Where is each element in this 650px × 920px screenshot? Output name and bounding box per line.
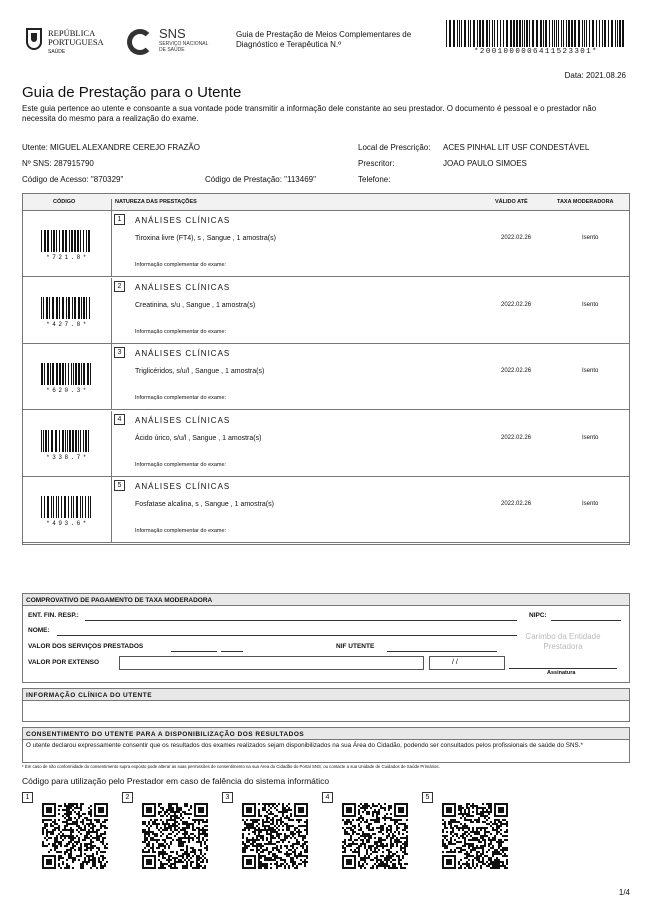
option-code: Código de Prestação: "113469" [205, 175, 316, 184]
table-row [23, 477, 629, 543]
page-title: Guia de Prestação para o Utente [22, 84, 242, 101]
moderator-fee: Isento [582, 301, 599, 308]
exam-complementary-info: Informação complementar do exame: [135, 528, 227, 534]
code-cell [23, 278, 112, 343]
code-cell [23, 411, 112, 476]
fallback-qr-code [342, 803, 408, 869]
row-number: 1 [114, 214, 125, 225]
exam-description: Tiroxina livre (FT4), s , Sangue , 1 amostra(s) [135, 235, 276, 242]
payment-section-header: COMPROVATIVO DE PAGAMENTO DE TAXA MODERADORA [22, 593, 630, 606]
table-row [23, 278, 629, 344]
valid-until: 2022.02.26 [501, 368, 532, 374]
exam-category: ANÁLISES CLÍNICAS [135, 349, 231, 358]
fallback-qr-code [242, 803, 308, 869]
moderator-fee: Isento [582, 235, 599, 241]
coat-of-arms-icon [26, 28, 42, 50]
value-in-words-label: VALOR POR EXTENSO [28, 659, 100, 666]
exam-barcode [41, 430, 91, 452]
qr-section-title: Código para utilização pelo Prestador em caso de falência do sistema informático [22, 776, 330, 786]
fallback-qr-code [142, 803, 208, 869]
code-cell [23, 211, 112, 276]
stamp-placeholder: Carimbo da Entidade Prestadora [525, 632, 601, 651]
patient-name: Utente: MIGUEL ALEXANDRE CEREJO FRAZÃO [22, 143, 200, 152]
prescription-place-value: ACES PINHAL LIT USF CONDESTÁVEL [443, 143, 590, 152]
header-code: CÓDIGO [53, 199, 76, 205]
exam-barcode-number: *338.7* [46, 453, 89, 461]
qr-number: 1 [22, 792, 33, 803]
exam-category: ANÁLISES CLÍNICAS [135, 282, 231, 292]
republica-portuguesa-logo: REPÚBLICA PORTUGUESA SAÚDE [26, 26, 116, 60]
fallback-qr-code [442, 803, 508, 869]
exam-barcode-number: *427.8* [46, 320, 89, 328]
row-number: 5 [114, 480, 125, 491]
services-table [22, 193, 630, 545]
consent-text: O utente declarou expressamente consentir que os resultados dos exames realizados sejam disponibilizados na sua Área do Cidadão, podendo ser consultados pelos profissionais de saúde do SNS.* [22, 740, 630, 763]
exam-complementary-info: Informação complementar do exame: [135, 461, 227, 468]
header-valid: VÁLIDO ATÉ [495, 199, 528, 205]
exam-category: ANÁLISES CLÍNICAS [135, 482, 231, 491]
code-cell [23, 477, 112, 542]
value-in-words-field[interactable] [119, 656, 424, 670]
prescriber-value: JOAO PAULO SIMOES [443, 159, 527, 168]
valid-until: 2022.02.26 [501, 235, 532, 241]
page-number: 1/4 [618, 888, 630, 897]
row-number: 2 [114, 281, 125, 292]
moderator-fee: Isento [582, 501, 599, 507]
valid-until: 2022.02.26 [501, 434, 532, 441]
nipc-label: NIPC: [529, 612, 547, 619]
signature-label: Assinatura [547, 670, 576, 676]
table-row [23, 344, 629, 410]
sns-circle-icon [127, 29, 153, 55]
name-label: NOME: [28, 627, 50, 634]
exam-barcode [41, 363, 91, 385]
moderator-fee: Isento [582, 368, 599, 374]
valid-until: 2022.02.26 [501, 501, 532, 507]
exam-complementary-info: Informação complementar do exame: [135, 328, 227, 335]
qr-number: 5 [422, 792, 433, 803]
document-date: Data: 2021.08.26 [564, 71, 626, 80]
exam-barcode [41, 496, 91, 518]
exam-barcode [41, 297, 91, 319]
patient-sns-number: Nº SNS: 287915790 [22, 159, 94, 168]
sns-logo: SNS SERVIÇO NACIONAL DE SAÚDE [127, 26, 217, 60]
document-type-title: Guia de Prestação de Meios Complementares de Diagnóstico e Terapêutica N.º [236, 30, 412, 49]
qr-number: 4 [322, 792, 333, 803]
qr-number: 2 [122, 792, 133, 803]
ent-fin-label: ENT. FIN. RESP.: [28, 612, 79, 619]
exam-complementary-info: Informação complementar do exame: [135, 262, 227, 268]
exam-description: Creatinina, s/u , Sangue , 1 amostra(s) [135, 301, 256, 309]
exam-description: Triglicéridos, s/u/l , Sangue , 1 amostra(s) [135, 368, 265, 375]
payment-section [22, 606, 630, 683]
prescription-place-label: Local de Prescrição: [358, 143, 431, 152]
header-nature: NATUREZA DAS PRESTAÇÕES [115, 199, 197, 205]
exam-barcode-number: *493.6* [46, 520, 89, 527]
qr-number: 3 [222, 792, 233, 803]
table-row [23, 211, 629, 277]
row-number: 4 [114, 414, 125, 425]
consent-footnote: * Em caso de não conformidade do consentimento supra exposto pode alterar as suas permissões de consentimento na sua Área do Cidadão do Portal SNS, ou contacte a sua Unidade de Cuidados de Saúde Primários. [22, 764, 440, 769]
document-barcode [446, 20, 626, 47]
consent-header: CONSENTIMENTO DO UTENTE PARA A DISPONIBILIZAÇÃO DOS RESULTADOS [22, 727, 630, 740]
valid-until: 2022.02.26 [501, 301, 532, 308]
clinical-info-header: INFORMAÇÃO CLÍNICA DO UTENTE [22, 688, 630, 701]
document-barcode-number: *2001000006411523301* [474, 48, 598, 56]
nif-label: NIF UTENTE [336, 643, 375, 650]
exam-description: Ácido úrico, s/u/l , Sangue , 1 amostra(s) [135, 434, 262, 442]
exam-description: Fosfatase alcalina, s , Sangue , 1 amostra(s) [135, 501, 274, 508]
exam-complementary-info: Informação complementar do exame: [135, 395, 227, 401]
fallback-qr-code [42, 803, 108, 869]
intro-text: Este guia pertence ao utente e consoante a sua vontade pode transmitir a informação dele constante ao seu prestador. O documento é pessoal e o prestador não necessita do mesmo para a realização do exame. [22, 104, 597, 123]
table-row [23, 411, 629, 477]
phone-label: Telefone: [358, 175, 391, 184]
services-value-label: VALOR DOS SERVIÇOS PRESTADOS [28, 643, 144, 650]
exam-barcode [41, 230, 91, 252]
clinical-info-field[interactable] [22, 701, 630, 722]
exam-category: ANÁLISES CLÍNICAS [135, 415, 231, 425]
header-fee: TAXA MODERADORA [557, 199, 614, 205]
code-cell [23, 344, 112, 409]
row-number: 3 [114, 347, 125, 358]
table-header [23, 194, 629, 211]
moderator-fee: Isento [582, 434, 599, 441]
exam-barcode-number: *620.3* [46, 387, 89, 394]
exam-category: ANÁLISES CLÍNICAS [135, 216, 231, 225]
prescriber-label: Prescritor: [358, 159, 395, 168]
payment-date-field[interactable]: / / [429, 656, 505, 670]
exam-barcode-number: *721.8* [46, 254, 89, 261]
access-code: Código de Acesso: "870329" [22, 175, 124, 184]
